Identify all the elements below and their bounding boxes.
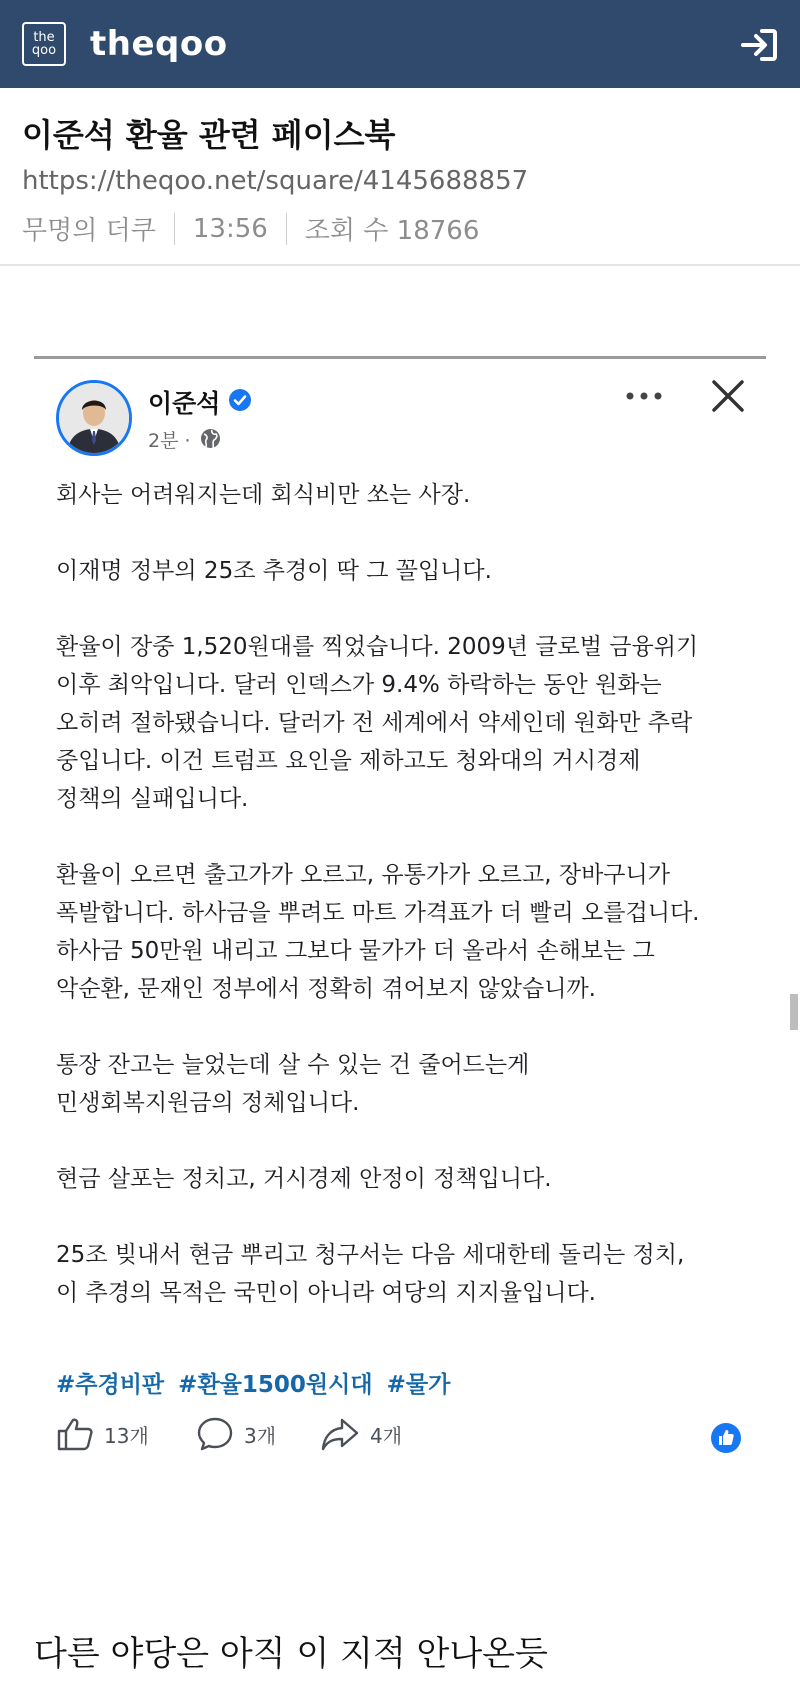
fb-post-time: 2분 · xyxy=(148,430,191,452)
like-reaction-icon xyxy=(710,1422,742,1454)
hashtag-link[interactable]: #물가 xyxy=(386,1372,451,1398)
meta-divider xyxy=(174,213,175,245)
verified-badge-icon xyxy=(228,388,252,412)
share-button[interactable] xyxy=(320,1416,402,1452)
fb-text-line: 25조 빚내서 현금 뿌리고 청구서는 다음 세대한테 돌리는 정치, xyxy=(56,1242,685,1268)
post-header xyxy=(22,88,782,247)
comment-count: 3개 xyxy=(244,1423,277,1448)
fb-paragraph xyxy=(56,476,756,514)
fb-text-line: 중입니다. 이건 트럼프 요인을 제하고도 청와대의 거시경제 xyxy=(56,748,641,774)
fb-text-line: 하사금 50만원 내리고 그보다 물가가 더 올라서 손해보는 그 xyxy=(56,938,655,964)
fb-post-body xyxy=(56,476,756,1350)
share-arrow-icon xyxy=(320,1416,360,1452)
fb-paragraph xyxy=(56,628,756,818)
post-url[interactable]: https://theqoo.net/square/4145688857 xyxy=(22,166,529,196)
card-top-border xyxy=(34,356,766,359)
fb-text-line: 통장 잔고는 늘었는데 살 수 있는 건 줄어드는게 xyxy=(56,1052,530,1078)
like-count: 13개 xyxy=(104,1423,149,1448)
fb-text-line: 이후 최악입니다. 달러 인덱스가 9.4% 하락하는 동안 원화는 xyxy=(56,672,662,698)
comment-button[interactable] xyxy=(196,1416,276,1452)
fb-text-line: 환율이 오르면 출고가가 오르고, 유통가가 오르고, 장바구니가 xyxy=(56,862,670,888)
fb-author-name: 이준석 xyxy=(148,389,221,418)
fb-text-line: 민생회복지원금의 정체입니다. xyxy=(56,1090,360,1116)
close-icon[interactable] xyxy=(710,378,746,414)
meta-divider xyxy=(286,213,287,245)
avatar xyxy=(56,380,132,456)
person-photo-icon xyxy=(59,383,129,453)
post-time: 13:56 xyxy=(192,213,268,244)
post-meta xyxy=(22,210,782,247)
thumbs-up-icon xyxy=(56,1416,94,1452)
logo-line-1: the xyxy=(33,30,55,45)
fb-paragraph xyxy=(56,552,756,590)
fb-paragraph xyxy=(56,1236,756,1312)
fb-text-line: 오히려 절하됐습니다. 달러가 전 세계에서 약세인데 원화만 추락 xyxy=(56,710,693,736)
facebook-post-screenshot xyxy=(34,356,766,1456)
fb-text-line: 이재명 정부의 25조 추경이 딱 그 꼴입니다. xyxy=(56,558,492,584)
hashtag-list xyxy=(56,1366,456,1399)
fb-text-line: 이 추경의 목적은 국민이 아니라 여당의 지지율입니다. xyxy=(56,1280,596,1306)
fb-text-line: 정책의 실패입니다. xyxy=(56,786,249,812)
fb-action-bar xyxy=(56,1416,756,1460)
hashtag-link[interactable]: #추경비판 xyxy=(56,1372,165,1398)
fb-text-line: 회사는 어려워지는데 회식비만 쏘는 사장. xyxy=(56,482,471,508)
fb-text-line: 폭발합니다. 하사금을 뿌려도 마트 가격표가 더 빨리 오를겁니다. xyxy=(56,900,700,926)
site-name[interactable]: theqoo xyxy=(90,24,228,64)
more-options-icon[interactable] xyxy=(624,388,664,404)
site-logo[interactable] xyxy=(22,22,66,66)
fb-paragraph xyxy=(56,856,756,1008)
header-divider xyxy=(0,264,800,266)
fb-text-line: 환율이 장중 1,520원대를 찍었습니다. 2009년 글로벌 금융위기 xyxy=(56,634,699,660)
top-bar xyxy=(0,0,800,88)
logo-line-2: qoo xyxy=(31,43,57,58)
post-views: 조회 수 18766 xyxy=(304,216,480,246)
post-title: 이준석 환율 관련 페이스북 xyxy=(22,116,396,154)
scrollbar-thumb[interactable] xyxy=(790,994,798,1030)
fb-paragraph xyxy=(56,1160,756,1198)
fb-text-line: 악순환, 문재인 정부에서 정확히 겪어보지 않았습니까. xyxy=(56,976,596,1002)
fb-text-line: 현금 살포는 정치고, 거시경제 안정이 정책입니다. xyxy=(56,1166,552,1192)
post-author: 무명의 더쿠 xyxy=(22,216,156,246)
like-button[interactable] xyxy=(56,1416,149,1452)
post-comment-text: 다른 야당은 아직 이 지적 안나온듯 xyxy=(34,1634,548,1674)
globe-icon xyxy=(200,428,221,449)
hashtag-link[interactable]: #환율1500원시대 xyxy=(178,1372,373,1398)
comment-bubble-icon xyxy=(196,1416,234,1452)
login-icon[interactable] xyxy=(740,28,778,62)
fb-paragraph xyxy=(56,1046,756,1122)
share-count: 4개 xyxy=(370,1423,403,1448)
